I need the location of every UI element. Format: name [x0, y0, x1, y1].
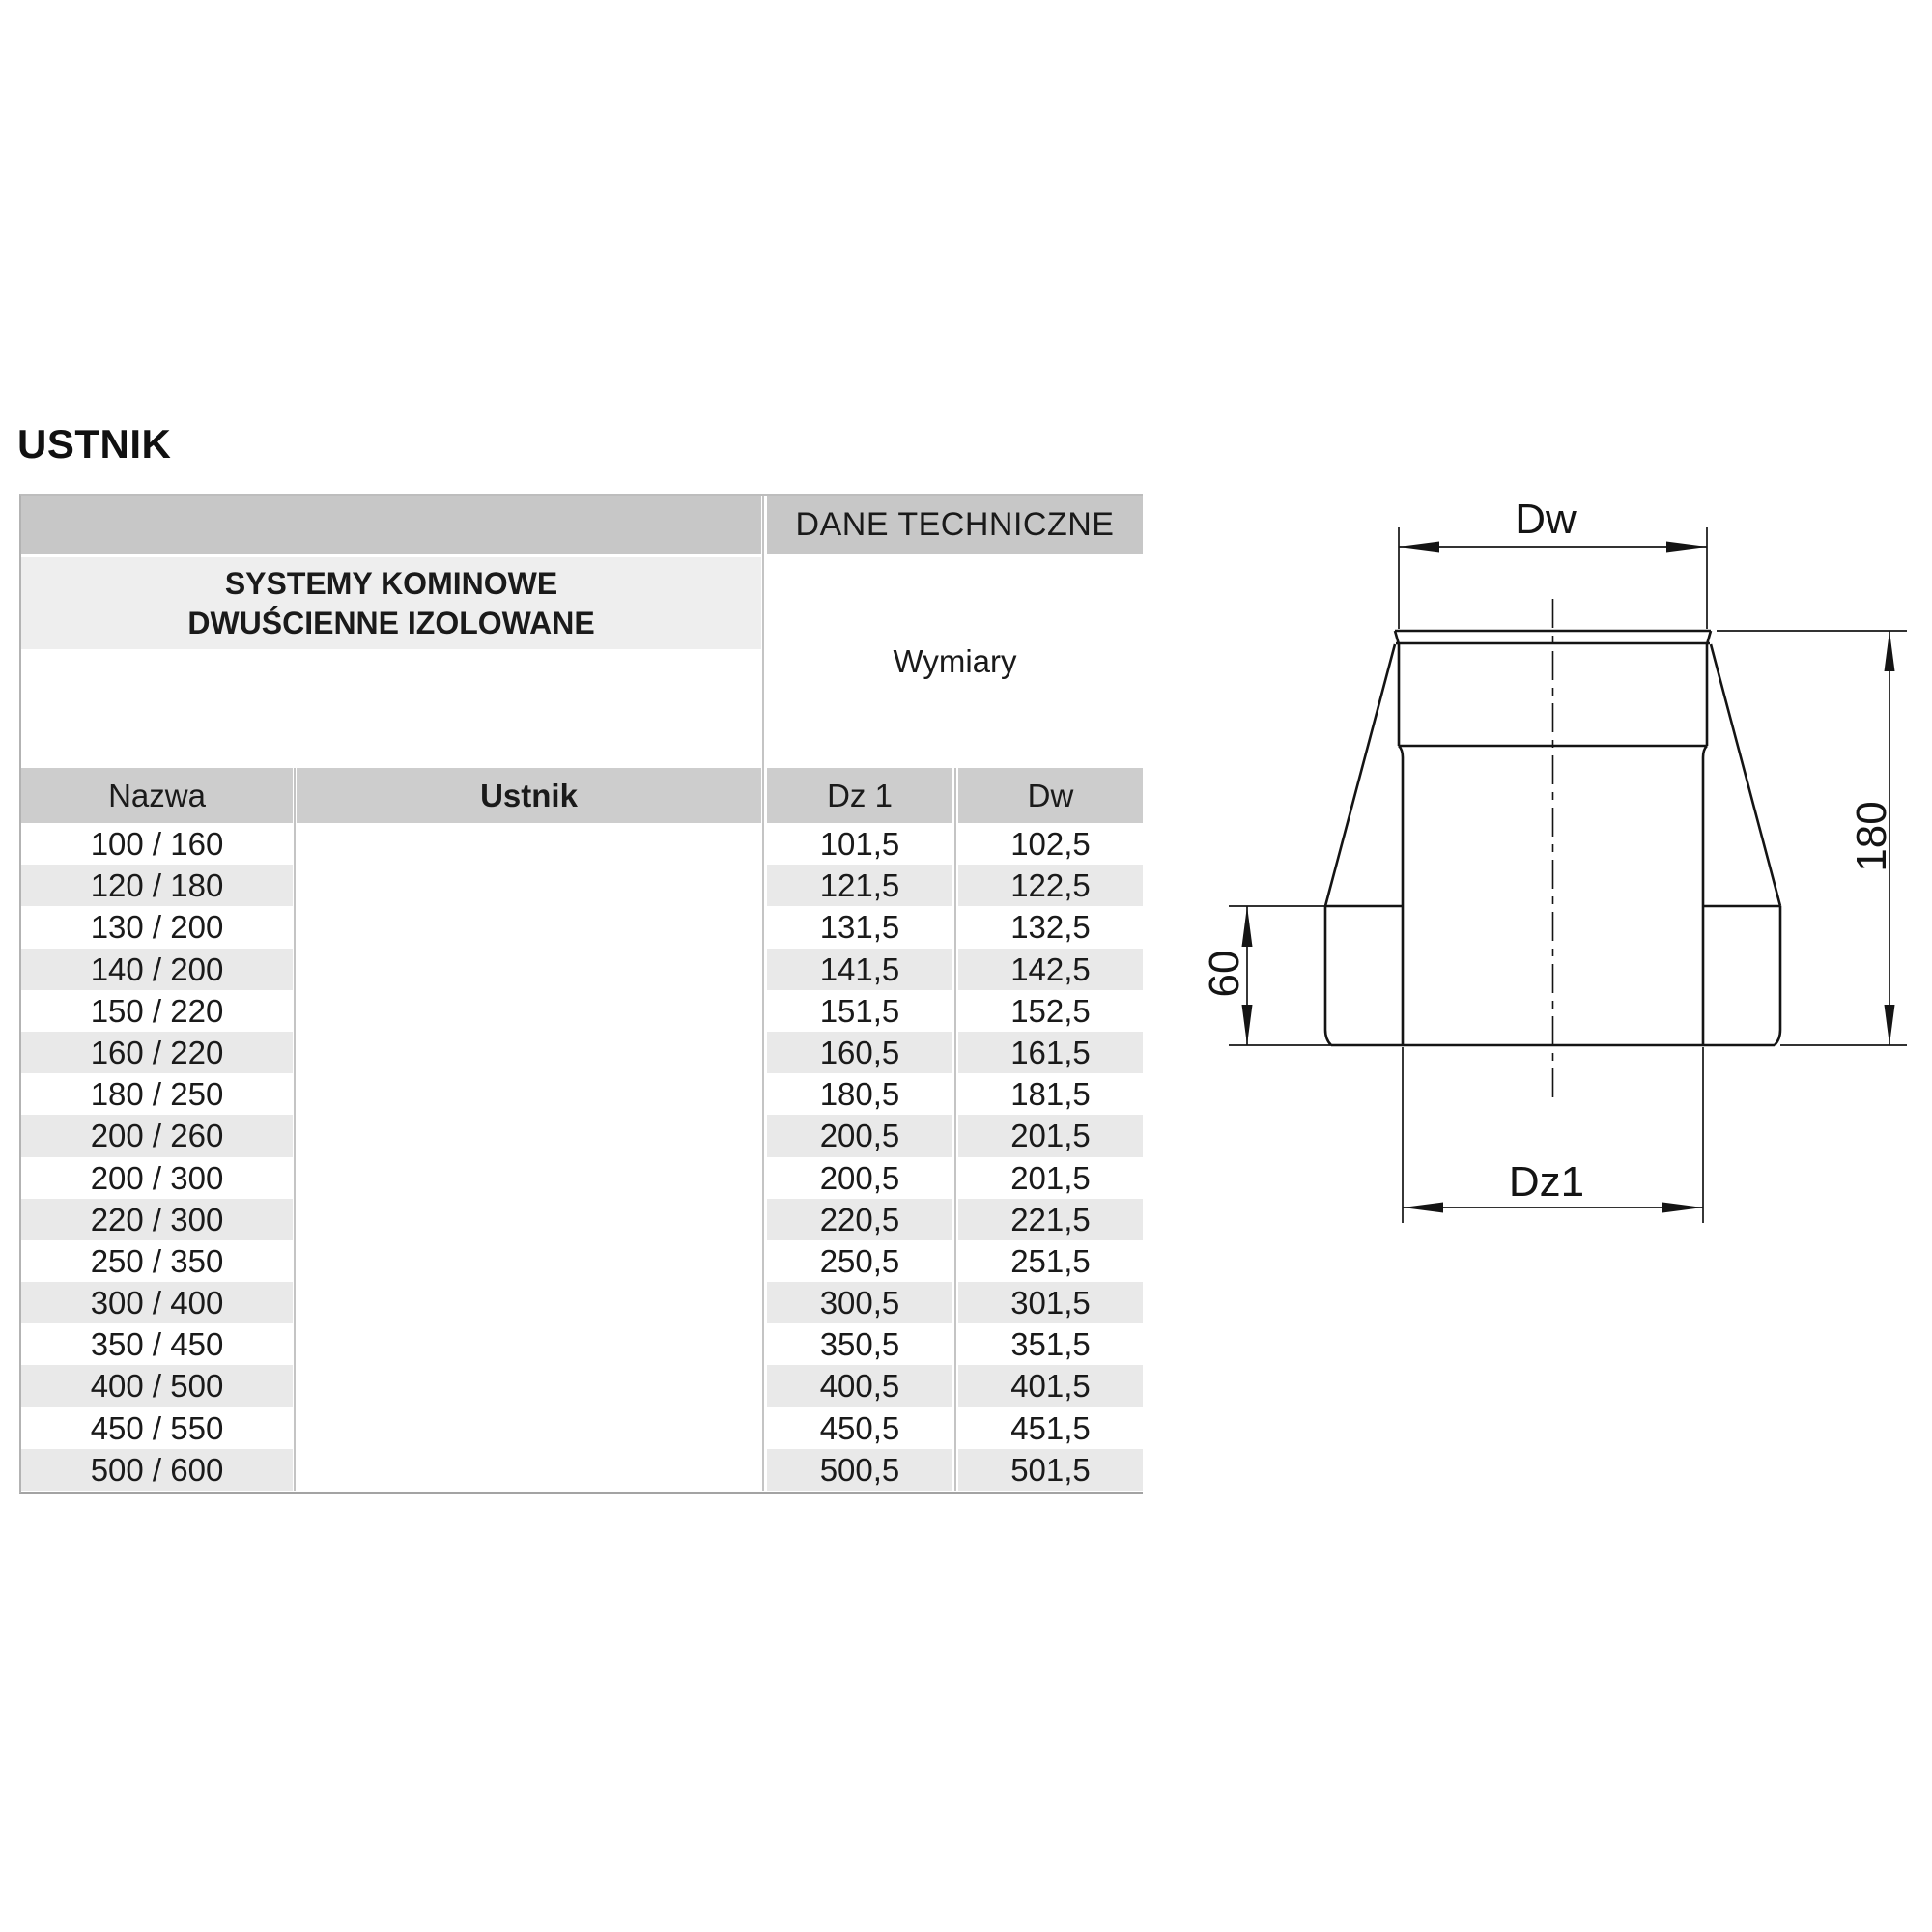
cell-dz1: 180,5 — [767, 1073, 952, 1115]
column-header-ustnik: Ustnik — [297, 768, 761, 823]
cell-nazwa: 130 / 200 — [21, 906, 293, 948]
cell-ustnik — [297, 1449, 761, 1491]
cell-ustnik — [297, 1115, 761, 1156]
cell-dz1: 160,5 — [767, 1032, 952, 1073]
cell-ustnik — [297, 1240, 761, 1282]
cell-dz1: 400,5 — [767, 1365, 952, 1406]
table-row — [21, 1073, 1143, 1115]
cell-dw: 142,5 — [958, 949, 1143, 990]
cell-dw: 132,5 — [958, 906, 1143, 948]
table-row — [21, 990, 1143, 1032]
table-divider-dz1-dw — [954, 768, 956, 1491]
top-band-left — [21, 496, 761, 554]
dim-label-dw: Dw — [1515, 496, 1577, 543]
cell-dw: 221,5 — [958, 1199, 1143, 1240]
cell-nazwa: 400 / 500 — [21, 1365, 293, 1406]
table-row — [21, 1449, 1143, 1491]
cell-dw: 501,5 — [958, 1449, 1143, 1491]
group-header-line2: DWUŚCIENNE IZOLOWANE — [187, 605, 595, 640]
cell-dw: 301,5 — [958, 1282, 1143, 1323]
cell-ustnik — [297, 990, 761, 1032]
cell-dz1: 141,5 — [767, 949, 952, 990]
column-header-dw: Dw — [958, 768, 1143, 823]
cell-nazwa: 200 / 300 — [21, 1157, 293, 1199]
table-row — [21, 1240, 1143, 1282]
table-row — [21, 1199, 1143, 1240]
cell-dz1: 220,5 — [767, 1199, 952, 1240]
cell-dw: 401,5 — [958, 1365, 1143, 1406]
table-row — [21, 1323, 1143, 1365]
cell-ustnik — [297, 906, 761, 948]
cell-nazwa: 450 / 550 — [21, 1407, 293, 1449]
cell-ustnik — [297, 823, 761, 865]
cell-dw: 451,5 — [958, 1407, 1143, 1449]
cell-dw: 201,5 — [958, 1157, 1143, 1199]
column-header-row — [21, 768, 1143, 823]
cell-dz1: 121,5 — [767, 865, 952, 906]
cell-nazwa: 140 / 200 — [21, 949, 293, 990]
cell-dz1: 350,5 — [767, 1323, 952, 1365]
cell-dw: 122,5 — [958, 865, 1143, 906]
cell-dw: 201,5 — [958, 1115, 1143, 1156]
cell-nazwa: 180 / 250 — [21, 1073, 293, 1115]
table-divider-main — [762, 496, 764, 1491]
cell-nazwa: 160 / 220 — [21, 1032, 293, 1073]
cell-nazwa: 120 / 180 — [21, 865, 293, 906]
cell-ustnik — [297, 865, 761, 906]
cell-nazwa: 250 / 350 — [21, 1240, 293, 1282]
table-rows — [21, 823, 1143, 1491]
dim-label-60: 60 — [1201, 950, 1248, 998]
cell-dz1: 450,5 — [767, 1407, 952, 1449]
group-header-systemy-kominowe — [21, 557, 761, 649]
cell-nazwa: 500 / 600 — [21, 1449, 293, 1491]
cell-dw: 161,5 — [958, 1032, 1143, 1073]
dim-label-dz1: Dz1 — [1508, 1158, 1585, 1206]
merged-header-wymiary — [767, 557, 1143, 766]
table-row — [21, 1032, 1143, 1073]
table-row — [21, 1115, 1143, 1156]
table-row — [21, 1282, 1143, 1323]
cell-ustnik — [297, 1407, 761, 1449]
cell-nazwa: 150 / 220 — [21, 990, 293, 1032]
dimension-lines — [1247, 547, 1889, 1208]
table-row — [21, 1365, 1143, 1406]
technical-drawing — [1159, 464, 1932, 1256]
cell-dw: 351,5 — [958, 1323, 1143, 1365]
cell-ustnik — [297, 1365, 761, 1406]
cell-dz1: 200,5 — [767, 1157, 952, 1199]
cell-dz1: 151,5 — [767, 990, 952, 1032]
column-header-nazwa: Nazwa — [21, 768, 293, 823]
table-row — [21, 865, 1143, 906]
page-title: USTNIK — [17, 421, 172, 467]
cell-dw: 251,5 — [958, 1240, 1143, 1282]
cell-dz1: 300,5 — [767, 1282, 952, 1323]
cell-ustnik — [297, 1157, 761, 1199]
table-row — [21, 949, 1143, 990]
cell-dw: 152,5 — [958, 990, 1143, 1032]
cell-dw: 181,5 — [958, 1073, 1143, 1115]
cell-nazwa: 100 / 160 — [21, 823, 293, 865]
cell-ustnik — [297, 1282, 761, 1323]
cell-dz1: 131,5 — [767, 906, 952, 948]
cell-ustnik — [297, 1032, 761, 1073]
cell-ustnik — [297, 949, 761, 990]
cell-dz1: 500,5 — [767, 1449, 952, 1491]
cell-ustnik — [297, 1323, 761, 1365]
column-header-dz1: Dz 1 — [767, 768, 952, 823]
dim-label-180: 180 — [1848, 801, 1895, 872]
cell-nazwa: 220 / 300 — [21, 1199, 293, 1240]
table-row — [21, 823, 1143, 865]
cell-ustnik — [297, 1199, 761, 1240]
table-divider-nazwa-ustnik — [294, 768, 296, 1491]
wymiary-label: Wymiary — [893, 643, 1017, 679]
cell-nazwa: 350 / 450 — [21, 1323, 293, 1365]
group-header-line1: SYSTEMY KOMINOWE — [224, 565, 558, 601]
top-band-dane-techniczne: DANE TECHNICZNE — [767, 496, 1143, 554]
table-row — [21, 906, 1143, 948]
cell-dz1: 250,5 — [767, 1240, 952, 1282]
table-row — [21, 1407, 1143, 1449]
spec-table — [19, 494, 1143, 1494]
cell-ustnik — [297, 1073, 761, 1115]
cell-dz1: 101,5 — [767, 823, 952, 865]
cell-dw: 102,5 — [958, 823, 1143, 865]
cell-nazwa: 200 / 260 — [21, 1115, 293, 1156]
cell-nazwa: 300 / 400 — [21, 1282, 293, 1323]
table-row — [21, 1157, 1143, 1199]
cell-dz1: 200,5 — [767, 1115, 952, 1156]
